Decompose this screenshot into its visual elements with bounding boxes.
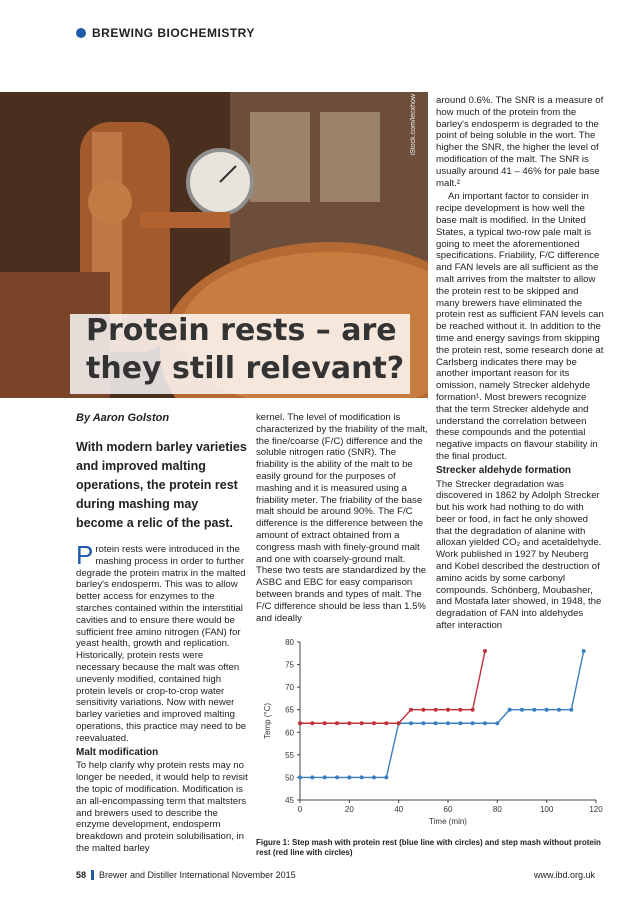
x-tick-label: 120 xyxy=(589,805,603,814)
data-point xyxy=(582,649,586,653)
data-point xyxy=(446,721,450,725)
data-point xyxy=(360,775,364,779)
data-point xyxy=(347,721,351,725)
data-point xyxy=(483,721,487,725)
data-point xyxy=(434,708,438,712)
publication-name: Brewer and Distiller International November 2015 xyxy=(99,870,296,880)
data-point xyxy=(298,775,302,779)
x-tick-label: 60 xyxy=(443,805,453,814)
subheading: Strecker aldehyde formation xyxy=(436,464,572,476)
paragraph: The Strecker degradation was discovered in 1862 by Adolph Strecker but his work had nothing to do with beer or food, in fact he only showed that the degradation of alanine with alloxan yielded CO₂ and acetaldehyde. Work published in 1927 by Neuberg and Kobel described the destruction of amino acids by some carbonyl compounds. Schönberg, Moubasher, and Mostafa later showed, in 1948, the degradation of FAN into aldehydes after interaction xyxy=(436,478,602,632)
data-point xyxy=(471,708,475,712)
line-chart xyxy=(256,632,606,832)
data-point xyxy=(384,775,388,779)
subheading: Malt modification xyxy=(76,746,159,758)
data-point xyxy=(545,708,549,712)
x-tick-label: 0 xyxy=(297,805,303,814)
data-point xyxy=(323,775,327,779)
y-tick-label: 70 xyxy=(285,683,294,693)
section-header xyxy=(76,26,255,40)
page-number: 58 xyxy=(76,870,87,880)
y-tick-label: 80 xyxy=(285,638,294,647)
standfirst: With modern barley varieties and improved malting operations, the protein rest during mashing may become a relic of the past. xyxy=(76,440,247,530)
y-tick-label: 50 xyxy=(285,773,294,783)
data-point xyxy=(409,721,413,725)
y-axis-label: Temp (°C) xyxy=(263,702,272,740)
data-point xyxy=(372,775,376,779)
data-point xyxy=(434,721,438,725)
data-point xyxy=(298,721,302,725)
data-point xyxy=(323,721,327,725)
figure-caption: Figure 1: Step mash with protein rest (blue line with circles) and step mash without protein rest (red line with circles) xyxy=(256,838,601,857)
data-point xyxy=(421,721,425,725)
byline: By Aaron Golston xyxy=(76,412,170,424)
data-point xyxy=(397,721,401,725)
data-point xyxy=(520,708,524,712)
y-tick-label: 45 xyxy=(285,796,294,805)
paragraph-text: rotein rests were introduced in the mashing process in order to further degrade the protein matrix in the malted barley's endosperm. This was to allow better access for enzymes to the starches contained within the interstitial cavities and to ensure there would be sufficient free amino nitrogen (FAN) for yeast health, growth and replication. Historically, protein rests were necessary because the malt was often unevenly modified, contained high protein levels or crop-to-crop water sensitivity variations. Now with newer barley varieties and improved malting operations, this practice may need to be reevaluated. xyxy=(76,544,247,744)
data-point xyxy=(446,708,450,712)
data-point xyxy=(409,708,413,712)
paragraph: around 0.6%. The SNR is a measure of how much of the protein from the barley's endosperm is degraded to the point of being soluble in the wort. The higher the SNR, the higher the level of modification of the malt. The SNR is usually around 41 – 46% for pale base malt.² xyxy=(436,95,604,189)
footer-separator xyxy=(91,870,94,880)
y-tick-label: 75 xyxy=(285,660,294,670)
series-line xyxy=(300,651,584,777)
data-point xyxy=(483,649,487,653)
data-point xyxy=(347,775,351,779)
section-bullet-icon xyxy=(76,28,86,38)
y-tick-label: 65 xyxy=(285,705,294,715)
y-tick-label: 55 xyxy=(285,750,294,760)
photo-credit: iStock.com/lecxhow xyxy=(410,94,417,156)
data-point xyxy=(335,775,339,779)
y-tick-label: 60 xyxy=(285,728,294,738)
column-3 xyxy=(436,95,604,634)
paragraph: An important factor to consider in recipe development is how well the base malt is modified. In the United States, a typical two-row pale malt is going to meet the aforementioned specifications. Friability, F/C difference and FAN levels are all sufficient as the malt arrives from the maltster to allow the protein rest to be skipped and many brewers have eliminated the protein rest as sufficient FAN levels can be reached without it. In addition to the time and energy savings from skipping the protein rest, some research done at Carlsberg indicates there may be another important reason for its omission, namely Strecker aldehyde formation¹. Most brewers recognize that the term Strecker aldehyde and understand the correlation between these compounds and the potential negative impacts on flavour stability in the final product. xyxy=(436,191,604,462)
footer xyxy=(76,870,296,880)
data-point xyxy=(458,721,462,725)
dropcap: P xyxy=(76,540,94,570)
x-tick-label: 40 xyxy=(394,805,404,814)
data-point xyxy=(384,721,388,725)
data-point xyxy=(508,708,512,712)
column-1 xyxy=(76,540,248,857)
paragraph xyxy=(76,540,248,745)
column-2 xyxy=(256,412,428,626)
data-point xyxy=(471,721,475,725)
data-point xyxy=(310,721,314,725)
data-point xyxy=(557,708,561,712)
x-tick-label: 100 xyxy=(539,805,554,814)
x-axis-label: Time (min) xyxy=(429,817,467,826)
paragraph: To help clarify why protein rests may no longer be needed, it would help to revisit the topic of modification. Modification is an all-encompassing term that maltsters and brewers used to describe the enzyme development, endosperm breakdown and protein solubilisation, in the malted barley xyxy=(76,760,248,854)
paragraph: kernel. The level of modification is characterized by the friability of the malt, the fine/coarse (F/C) difference and the soluble nitrogen ratio (SNR). The friability is the ability of the malt to be easily ground for the purposes of mashing and it is measured using a friability meter. The friability of the base malt should be around 90%. The F/C difference is the difference between the amount of extract obtained from a congress mash with finely-ground malt and one with coarsely-ground malt. These two tests are standardized by the ASBC and EBC for easy comparison between brands and types of malt. The F/C difference should be less than 1.5% and ideally xyxy=(256,412,428,624)
x-tick-label: 80 xyxy=(492,805,502,814)
data-point xyxy=(532,708,536,712)
data-point xyxy=(372,721,376,725)
article-title: Protein rests – are they still relevant? xyxy=(86,313,405,386)
x-tick-label: 20 xyxy=(344,805,354,814)
section-label: BREWING BIOCHEMISTRY xyxy=(92,26,255,40)
data-point xyxy=(421,708,425,712)
data-point xyxy=(310,775,314,779)
website-link[interactable]: www.ibd.org.uk xyxy=(534,870,596,880)
data-point xyxy=(360,721,364,725)
data-point xyxy=(495,721,499,725)
data-point xyxy=(569,708,573,712)
data-point xyxy=(335,721,339,725)
data-point xyxy=(458,708,462,712)
figure-chart xyxy=(256,632,606,832)
series-line xyxy=(300,651,485,723)
